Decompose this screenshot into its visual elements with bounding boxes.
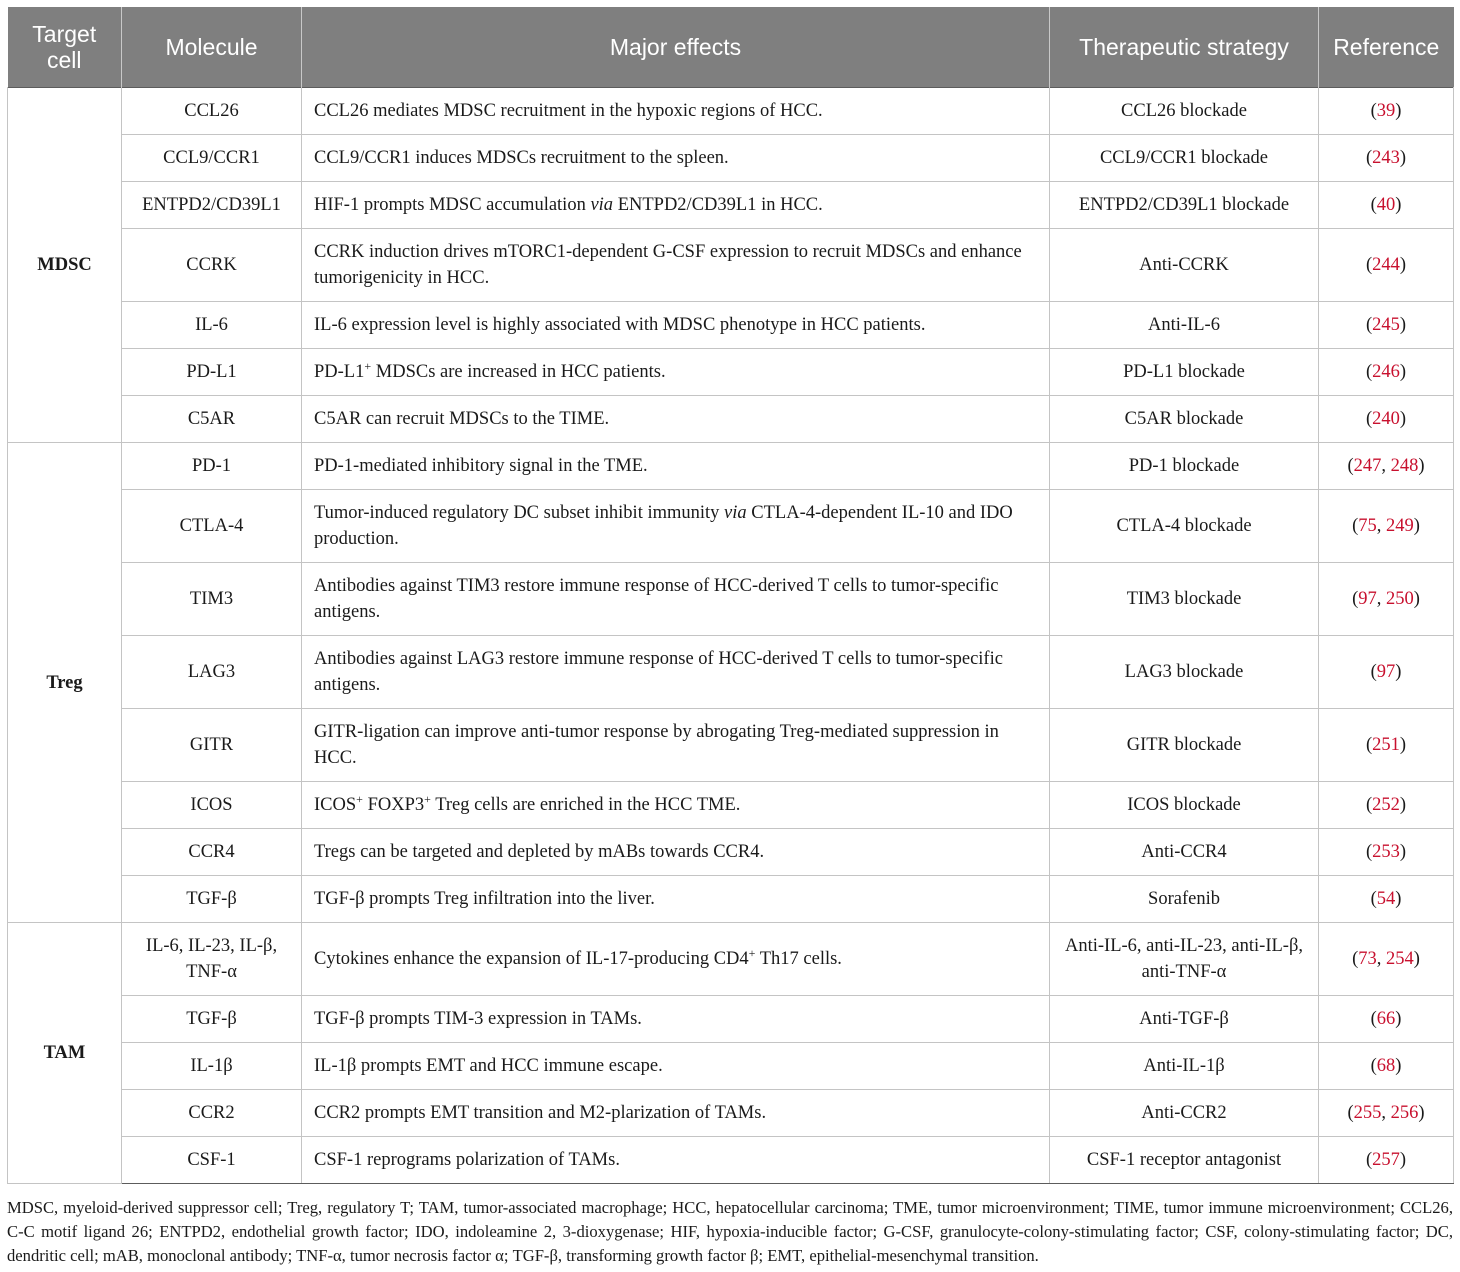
strategy-text: CSF-1 receptor antagonist: [1086, 1150, 1282, 1170]
molecule-cell: [122, 490, 302, 563]
header-major-effects: Major effects: [302, 7, 1050, 88]
major-effect-cell: [302, 996, 1050, 1043]
molecule-cell: [122, 443, 302, 490]
table-row: [8, 563, 1454, 636]
therapeutic-strategy-cell: [1050, 135, 1319, 182]
reference-cell: (54): [1319, 876, 1454, 923]
molecule-name: IL-6, IL-23, IL-β, TNF-α: [145, 936, 278, 982]
reference-link[interactable]: 240: [1372, 409, 1400, 429]
major-effect-cell: [302, 229, 1050, 302]
superscript-plus: +: [424, 791, 431, 806]
molecule-name: LAG3: [187, 662, 236, 682]
major-effect-cell: [302, 396, 1050, 443]
table-footnote: MDSC, myeloid-derived suppressor cell; Treg, regulatory T; TAM, tumor-associated macrophage; HCC, hepatocellular carcinoma; TME, tumor microenvironment; TIME, tumor immune microenvironment; CCL26, C-C motif ligand 26; ENTPD2, endothelial growth factor; IDO, indoleamine 2, 3-dioxygenase; HIF, hypoxia-inducible factor; G-CSF, granulocyte-colony-stimulating factor; CSF, colony-stimulating factor; DC, dendritic cell; mAB, monoclonal antibody; TNF-α, tumor necrosis factor α; TGF-β, transforming growth factor β; EMT, epithelial-mesenchymal transition.: [7, 1198, 1453, 1265]
superscript-plus: +: [356, 791, 363, 806]
reference-link[interactable]: 40: [1376, 195, 1396, 215]
header-row: [8, 7, 1454, 88]
molecule-cell: [122, 876, 302, 923]
effect-text: TGF-β prompts Treg infiltration into the liver.: [314, 889, 655, 909]
therapeutic-strategy-cell: [1050, 490, 1319, 563]
molecule-cell: [122, 829, 302, 876]
reference-link[interactable]: 247: [1353, 456, 1382, 476]
molecule-name: CCR4: [188, 842, 235, 862]
strategy-text: C5AR blockade: [1124, 409, 1244, 429]
reference-link[interactable]: 251: [1372, 735, 1400, 755]
reference-link[interactable]: 243: [1372, 148, 1400, 168]
effect-text: FOXP3: [362, 795, 425, 815]
table-row: [8, 829, 1454, 876]
molecule-cell: [122, 1137, 302, 1184]
table-row: [8, 443, 1454, 490]
reference-link[interactable]: 97: [1358, 589, 1377, 609]
molecule-cell: [122, 396, 302, 443]
reference-cell: (97, 250): [1319, 563, 1454, 636]
strategy-text: Anti-TGF-β: [1139, 1009, 1229, 1029]
table-row: [8, 709, 1454, 782]
table-row: [8, 396, 1454, 443]
superscript-plus: +: [748, 945, 756, 960]
therapeutic-strategy-cell: [1050, 88, 1319, 135]
therapeutic-strategy-cell: [1050, 782, 1319, 829]
molecule-name: PD-L1: [186, 362, 237, 382]
reference-link[interactable]: 252: [1372, 795, 1400, 815]
effect-text: CCR2 prompts EMT transition and M2-plarization of TAMs.: [314, 1103, 767, 1123]
major-effect-cell: [302, 349, 1050, 396]
effect-text: Treg cells are enriched in the HCC TME.: [430, 795, 741, 815]
strategy-text: CCL26 blockade: [1121, 101, 1247, 121]
reference-link[interactable]: 66: [1376, 1009, 1396, 1029]
molecule-cell: [122, 349, 302, 396]
major-effect-cell: [302, 923, 1050, 996]
major-effect-cell: [302, 443, 1050, 490]
target-cell-group: [8, 443, 122, 923]
therapeutic-strategy-cell: [1050, 229, 1319, 302]
superscript-plus: +: [364, 358, 372, 373]
molecule-cell: [122, 229, 302, 302]
effect-text: CCL9/CCR1 induces MDSCs recruitment to the spleen.: [314, 148, 729, 168]
strategy-text: PD-L1 blockade: [1123, 362, 1245, 382]
table-row: [8, 135, 1454, 182]
therapeutic-strategy-cell: [1050, 302, 1319, 349]
molecule-cell: [122, 782, 302, 829]
major-effect-cell: [302, 1043, 1050, 1090]
strategy-text: CCL9/CCR1 blockade: [1099, 148, 1269, 168]
strategy-text: Anti-CCR4: [1141, 842, 1227, 862]
table-row: [8, 490, 1454, 563]
reference-link[interactable]: 244: [1372, 255, 1400, 275]
major-effect-cell: [302, 709, 1050, 782]
table-row: [8, 1137, 1454, 1184]
major-effect-cell: [302, 88, 1050, 135]
molecule-name: CCL26: [184, 101, 239, 121]
effect-text: Antibodies against LAG3 restore immune response of HCC-derived T cells to tumor-specific antigens.: [314, 649, 1003, 695]
target-cell-label: MDSC: [37, 255, 92, 275]
header-target-cell: Target cell: [8, 7, 122, 88]
therapeutic-strategy-cell: [1050, 709, 1319, 782]
reference-link[interactable]: 245: [1372, 315, 1400, 335]
major-effect-cell: [302, 876, 1050, 923]
reference-link[interactable]: 246: [1372, 362, 1400, 382]
molecule-cell: [122, 636, 302, 709]
reference-cell: (66): [1319, 996, 1454, 1043]
effect-text: Antibodies against TIM3 restore immune response of HCC-derived T cells to tumor-specific antigens.: [314, 576, 999, 622]
effect-text: via: [724, 503, 747, 523]
molecule-name: TGF-β: [186, 1009, 237, 1029]
molecule-cell: [122, 923, 302, 996]
strategy-text: Sorafenib: [1148, 889, 1220, 909]
molecule-name: CCRK: [186, 255, 237, 275]
reference-cell: (246): [1319, 349, 1454, 396]
molecule-name: IL-6: [195, 315, 228, 335]
reference-link[interactable]: 254: [1386, 949, 1414, 969]
effect-text: IL-6 expression level is highly associated with MDSC phenotype in HCC patients.: [314, 315, 926, 335]
therapeutic-strategy-cell: [1050, 636, 1319, 709]
table-row: [8, 88, 1454, 135]
molecule-name: CCL9/CCR1: [163, 148, 260, 168]
effect-text: PD-L1: [314, 362, 365, 382]
target-cell-label: Treg: [46, 672, 83, 693]
reference-link[interactable]: 75: [1358, 516, 1377, 536]
table-row: [8, 876, 1454, 923]
target-cell-label: TAM: [43, 1043, 86, 1063]
reference-cell: (243): [1319, 135, 1454, 182]
strategy-text: GITR blockade: [1126, 735, 1242, 755]
effect-text: MDSCs are increased in HCC patients.: [371, 362, 666, 382]
effect-text: Th17 cells.: [755, 949, 842, 969]
header-reference: Reference: [1319, 7, 1454, 88]
major-effect-cell: [302, 135, 1050, 182]
molecule-name: ENTPD2/CD39L1: [142, 195, 281, 215]
molecule-name: GITR: [189, 735, 234, 755]
therapeutic-strategy-cell: [1050, 829, 1319, 876]
table-header: [8, 7, 1454, 88]
therapeutic-strategy-cell: [1050, 1043, 1319, 1090]
major-effect-cell: [302, 182, 1050, 229]
strategy-text: PD-1 blockade: [1128, 456, 1240, 476]
data-table: [7, 7, 1454, 1184]
reference-cell: (253): [1319, 829, 1454, 876]
strategy-text: CTLA-4 blockade: [1116, 516, 1252, 536]
reference-cell: (240): [1319, 396, 1454, 443]
strategy-text: Anti-IL-6, anti-IL-23, anti-IL-β, anti-TNF-α: [1064, 936, 1303, 982]
therapeutic-strategy-cell: [1050, 182, 1319, 229]
table-row: [8, 923, 1454, 996]
major-effect-cell: [302, 782, 1050, 829]
molecule-cell: [122, 1090, 302, 1137]
molecule-cell: [122, 1043, 302, 1090]
reference-cell: (39): [1319, 88, 1454, 135]
therapeutic-strategy-cell: [1050, 1090, 1319, 1137]
major-effect-cell: [302, 1137, 1050, 1184]
table-row: [8, 636, 1454, 709]
molecule-cell: [122, 88, 302, 135]
table-row: [8, 1090, 1454, 1137]
major-effect-cell: [302, 563, 1050, 636]
effect-text: Tregs can be targeted and depleted by mABs towards CCR4.: [314, 842, 765, 862]
effect-text: CSF-1 reprograms polarization of TAMs.: [314, 1150, 620, 1170]
therapeutic-strategy-cell: [1050, 876, 1319, 923]
table-row: [8, 996, 1454, 1043]
molecule-name: CTLA-4: [179, 516, 244, 536]
target-cell-group: [8, 923, 122, 1184]
reference-cell: (252): [1319, 782, 1454, 829]
strategy-text: LAG3 blockade: [1124, 662, 1244, 682]
molecule-name: C5AR: [187, 409, 236, 429]
reference-link[interactable]: 250: [1386, 589, 1414, 609]
reference-cell: (68): [1319, 1043, 1454, 1090]
major-effect-cell: [302, 1090, 1050, 1137]
molecule-name: PD-1: [191, 456, 232, 476]
strategy-text: Anti-CCRK: [1139, 255, 1229, 275]
strategy-text: Anti-IL-6: [1148, 315, 1220, 335]
strategy-text: ENTPD2/CD39L1 blockade: [1078, 195, 1290, 215]
reference-link[interactable]: 68: [1376, 1056, 1396, 1076]
molecule-cell: [122, 302, 302, 349]
strategy-text: ICOS blockade: [1127, 795, 1241, 815]
effect-text: GITR-ligation can improve anti-tumor response by abrogating Treg-mediated suppression in HCC.: [314, 722, 999, 768]
reference-link[interactable]: 39: [1376, 101, 1396, 121]
table-row: [8, 1043, 1454, 1090]
reference-cell: (75, 249): [1319, 490, 1454, 563]
table-row: [8, 782, 1454, 829]
reference-link[interactable]: 255: [1353, 1103, 1382, 1123]
strategy-text: Anti-CCR2: [1141, 1103, 1227, 1123]
reference-link[interactable]: 97: [1376, 662, 1396, 682]
therapeutic-strategy-cell: [1050, 349, 1319, 396]
reference-cell: (257): [1319, 1137, 1454, 1184]
table-row: [8, 182, 1454, 229]
therapeutic-strategy-cell: [1050, 563, 1319, 636]
reference-cell: (40): [1319, 182, 1454, 229]
reference-cell: (244): [1319, 229, 1454, 302]
header-molecule: Molecule: [122, 7, 302, 88]
reference-cell: (255, 256): [1319, 1090, 1454, 1137]
header-therapeutic-strategy: Therapeutic strategy: [1050, 7, 1319, 88]
table-body: [8, 88, 1454, 1184]
therapeutic-strategy-cell: [1050, 996, 1319, 1043]
molecule-cell: [122, 709, 302, 782]
reference-link[interactable]: 73: [1358, 949, 1377, 969]
effect-text: CTLA-4-dependent IL-10 and IDO production.: [314, 503, 1013, 549]
reference-link[interactable]: 257: [1372, 1150, 1400, 1170]
table-row: [8, 349, 1454, 396]
molecule-cell: [122, 996, 302, 1043]
effect-text: via: [590, 195, 614, 215]
reference-link[interactable]: 248: [1390, 456, 1419, 476]
major-effect-cell: [302, 636, 1050, 709]
effect-text: TGF-β prompts TIM-3 expression in TAMs.: [314, 1009, 642, 1029]
effect-text: IL-1β prompts EMT and HCC immune escape.: [314, 1056, 663, 1076]
molecule-name: TGF-β: [186, 889, 237, 909]
effect-text: CCRK induction drives mTORC1-dependent G-CSF expression to recruit MDSCs and enhance tumorigenicity in HCC.: [314, 242, 1022, 288]
effect-text: CCL26 mediates MDSC recruitment in the hypoxic regions of HCC.: [314, 101, 823, 121]
therapeutic-strategy-cell: [1050, 923, 1319, 996]
reference-link[interactable]: 253: [1372, 842, 1400, 862]
target-cell-group: [8, 88, 122, 443]
reference-link[interactable]: 256: [1390, 1103, 1419, 1123]
effect-text: Cytokines enhance the expansion of IL-17-producing CD4: [314, 949, 749, 969]
molecule-cell: [122, 135, 302, 182]
molecule-name: CCR2: [188, 1103, 235, 1123]
reference-cell: (247, 248): [1319, 443, 1454, 490]
table-row: [8, 302, 1454, 349]
effect-text: C5AR can recruit MDSCs to the TIME.: [314, 409, 610, 429]
molecule-cell: [122, 563, 302, 636]
major-effect-cell: [302, 829, 1050, 876]
major-effect-cell: [302, 302, 1050, 349]
reference-cell: (73, 254): [1319, 923, 1454, 996]
effect-text: ICOS: [314, 795, 357, 815]
reference-link[interactable]: 54: [1376, 889, 1396, 909]
strategy-text: TIM3 blockade: [1126, 589, 1242, 609]
molecule-cell: [122, 182, 302, 229]
therapeutic-strategy-cell: [1050, 1137, 1319, 1184]
molecule-name: ICOS: [190, 795, 233, 815]
reference-link[interactable]: 249: [1386, 516, 1414, 536]
effect-text: ENTPD2/CD39L1 in HCC.: [613, 195, 823, 215]
molecule-name: CSF-1: [187, 1150, 236, 1170]
molecule-name: IL-1β: [190, 1056, 233, 1076]
major-effect-cell: [302, 490, 1050, 563]
molecule-name: TIM3: [189, 589, 234, 609]
effect-text: Tumor-induced regulatory DC subset inhibit immunity: [314, 503, 725, 523]
therapeutic-strategy-cell: [1050, 443, 1319, 490]
reference-cell: (245): [1319, 302, 1454, 349]
effect-text: PD-1-mediated inhibitory signal in the TME.: [314, 456, 648, 476]
therapeutic-strategy-cell: [1050, 396, 1319, 443]
strategy-text: Anti-IL-1β: [1143, 1056, 1225, 1076]
table-row: [8, 229, 1454, 302]
reference-cell: (97): [1319, 636, 1454, 709]
effect-text: HIF-1 prompts MDSC accumulation: [314, 195, 591, 215]
reference-cell: (251): [1319, 709, 1454, 782]
